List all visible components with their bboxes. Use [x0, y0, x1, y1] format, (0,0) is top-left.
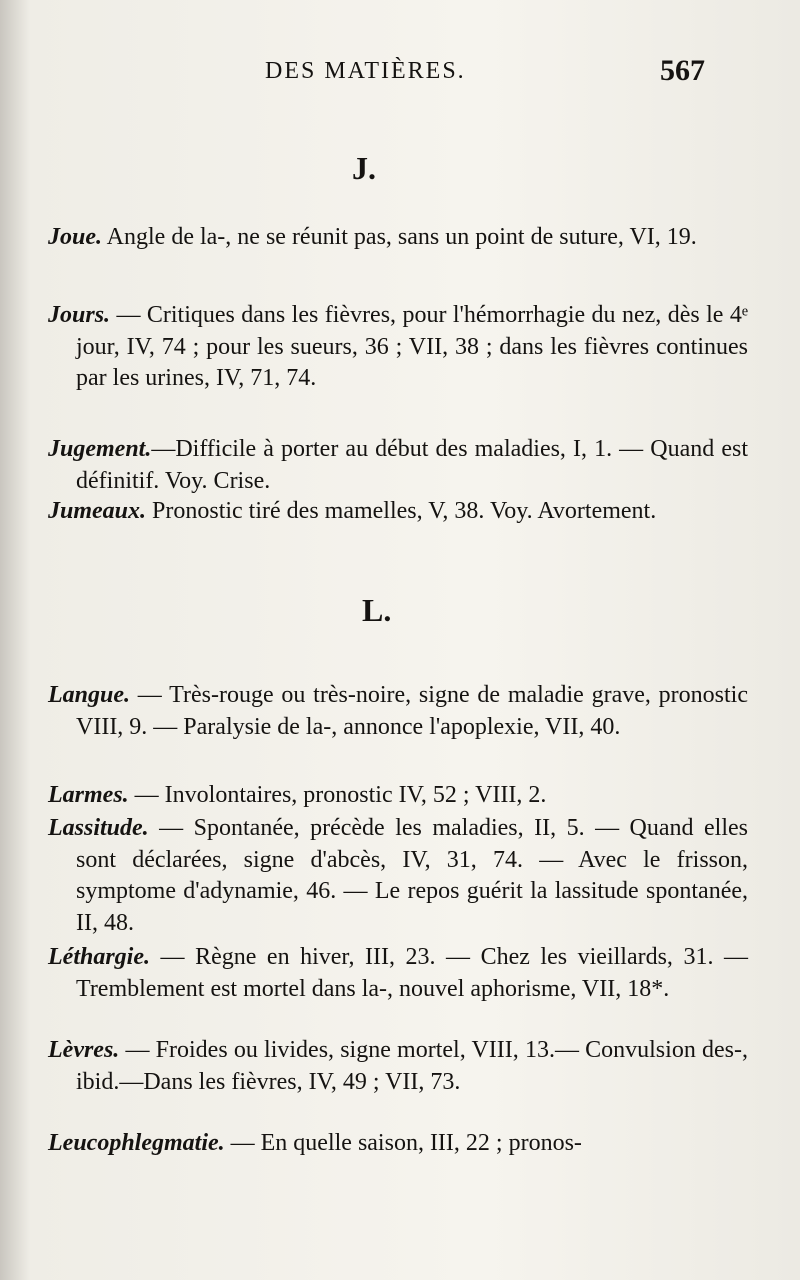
entry-term: Larmes. [48, 782, 129, 808]
index-entry [48, 780, 748, 812]
index-entry [48, 434, 748, 497]
entry-term: Lèvres. [48, 1037, 120, 1063]
index-entry [48, 942, 748, 1005]
entry-text: — En quelle saison, III, 22 ; pronos- [224, 1130, 582, 1156]
running-head [0, 52, 800, 92]
entry-text: —Difficile à porter au début des maladies, I, 1. — Quand est définitif. Voy. Crise. [76, 436, 748, 494]
entry-term: Lassitude. [48, 815, 149, 841]
index-entry [48, 813, 748, 939]
index-entry [48, 496, 748, 528]
entry-term: Leucophlegmatie. [48, 1130, 225, 1156]
entry-term: Langue. [48, 682, 131, 708]
section-letter-l: L. [362, 592, 392, 628]
index-entry [48, 300, 748, 395]
entry-text: — Règne en hiver, III, 23. — Chez les vieillards, 31. — Tremblement est mortel dans la-, nouvel aphorisme, VII, 18*. [76, 944, 748, 1002]
entry-text: — Très-rouge ou très-noire, signe de maladie grave, pronostic VIII, 9. — Paralysie de la-, annonce l'apoplexie, VII, 40. [76, 682, 748, 740]
running-title: DES MATIÈRES. [265, 58, 466, 84]
entry-text: — Froides ou livides, signe mortel, VIII, 13.— Convulsion des-, ibid.—Dans les fièvres, IV, 49 ; VII, 73. [76, 1037, 748, 1095]
entry-text: — Involontaires, pronostic IV, 52 ; VIII, 2. [128, 782, 547, 808]
section-letter-j: J. [352, 150, 376, 186]
page-number: 567 [660, 54, 705, 87]
index-entry [48, 1035, 748, 1098]
index-entry [48, 680, 748, 743]
entry-term: Léthargie. [48, 944, 150, 970]
index-entry [48, 222, 748, 254]
entry-text: — Critiques dans les fièvres, pour l'hémorrhagie du nez, dès le 4ᵉ jour, IV, 74 ; pour les sueurs, 36 ; VII, 38 ; dans les fièvres continues par les urines, IV, 71, 74. [76, 302, 748, 391]
index-entry [48, 1128, 748, 1160]
entry-term: Joue. [48, 224, 102, 250]
entry-text: Pronostic tiré des mamelles, V, 38. Voy. Avortement. [146, 498, 657, 524]
entry-text: — Spontanée, précède les maladies, II, 5. — Quand elles sont déclarées, signe d'abcès, IV, 31, 74. — Avec le frisson, symptome d'adynamie, 46. — Le repos guérit la lassitude spontanée, II, 48. [76, 815, 748, 936]
entry-term: Jours. [48, 302, 111, 328]
entry-term: Jugement. [48, 436, 152, 462]
entry-text: Angle de la-, ne se réunit pas, sans un point de suture, VI, 19. [102, 224, 697, 250]
entry-term: Jumeaux. [48, 498, 147, 524]
